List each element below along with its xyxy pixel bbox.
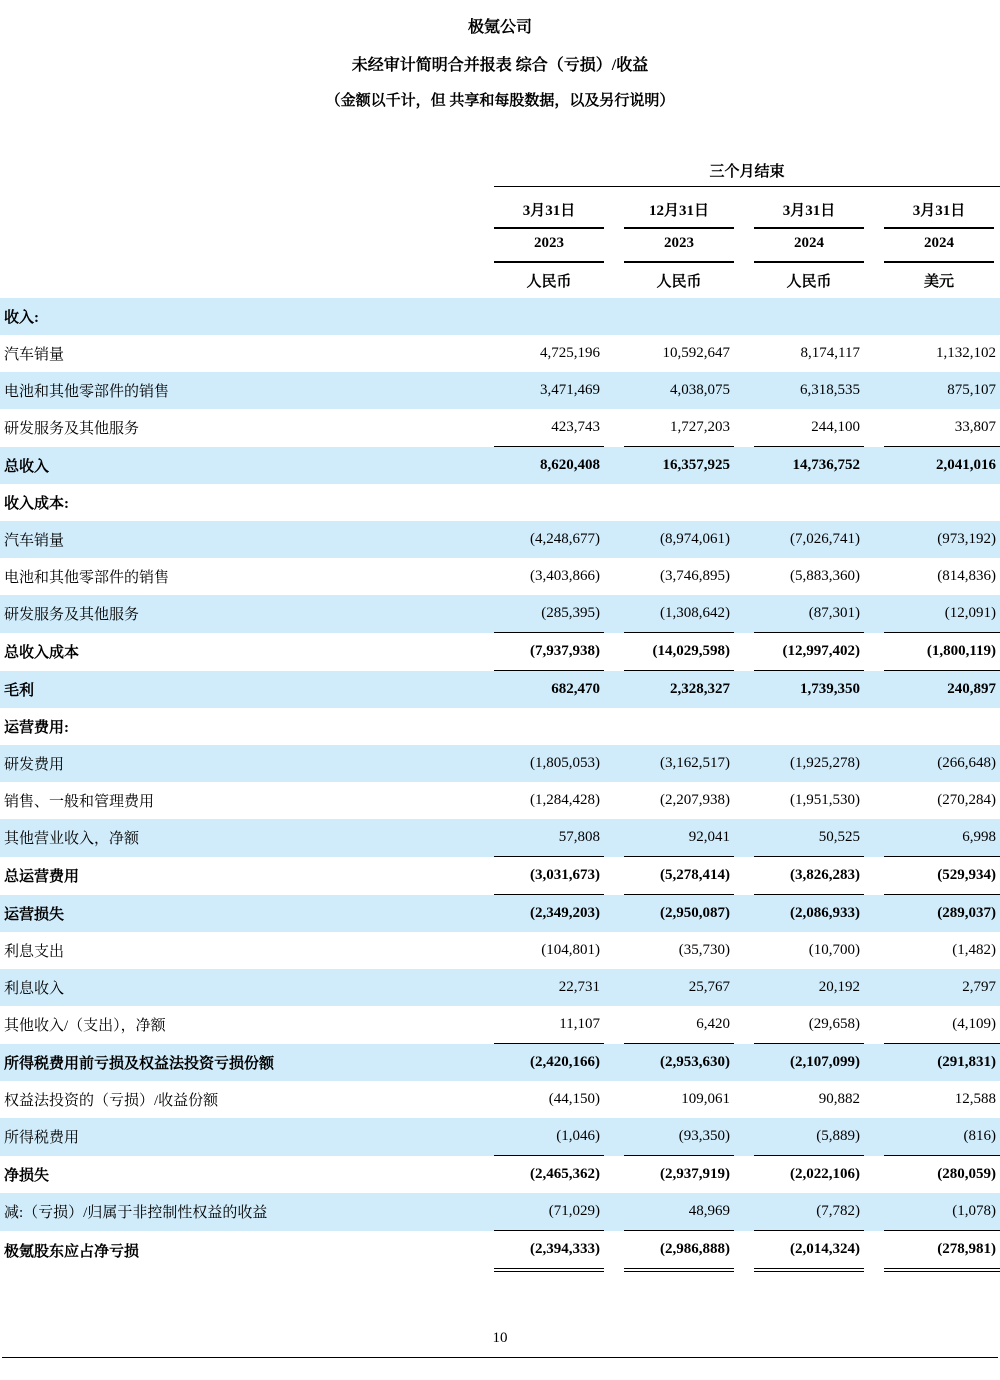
col4-currency: 美元 <box>923 274 954 290</box>
row-value-col2: (2,953,630) <box>624 1044 734 1082</box>
column-gap <box>864 969 884 1006</box>
column-gap <box>734 335 754 372</box>
row-label: 总收入成本 <box>4 645 80 661</box>
row-label: 减:（亏损）/归属于非控制性权益的收益 <box>0 1193 494 1231</box>
column-gap <box>604 1193 624 1231</box>
row-value-col4: 240,897 <box>884 671 1000 709</box>
column-gap <box>864 335 884 372</box>
column-gap <box>734 1081 754 1118</box>
row-label: 汽车销量 <box>0 521 494 558</box>
row-value-col4: 875,107 <box>884 372 1000 409</box>
row-label: 研发费用 <box>0 745 494 782</box>
row-label: 收入成本: <box>4 496 69 512</box>
col4-year: 2024 <box>924 235 954 251</box>
company-name: 极氪公司 <box>467 19 532 36</box>
column-gap <box>734 1193 754 1231</box>
table-row <box>0 1231 1000 1271</box>
period-divider <box>494 186 1000 187</box>
period-label: 三个月结束 <box>709 164 785 180</box>
col2-currency: 人民币 <box>656 274 702 290</box>
table-row <box>0 447 1000 485</box>
table-row <box>0 335 1000 372</box>
column-gap <box>734 595 754 633</box>
row-value-col3: (5,883,360) <box>790 568 860 584</box>
row-value-col4: (529,934) <box>884 857 1000 895</box>
row-value-col4: 1,132,102 <box>936 345 996 361</box>
row-label: 运营损失 <box>0 895 494 933</box>
row-value-col1: (285,395) <box>494 595 604 633</box>
row-value-col2: 48,969 <box>624 1193 734 1231</box>
row-value-col1: (1,046) <box>494 1118 604 1156</box>
column-gap <box>734 969 754 1006</box>
column-gap <box>734 521 754 558</box>
row-value-col4: (1,800,119) <box>884 633 1000 671</box>
column-gap <box>734 932 754 969</box>
row-value-col2 <box>624 298 734 335</box>
table-row <box>0 1118 1000 1156</box>
column-gap <box>734 857 754 895</box>
row-label: 毛利 <box>0 671 494 709</box>
column-gap <box>864 1118 884 1156</box>
column-gap <box>604 1118 624 1156</box>
column-gap <box>864 447 884 485</box>
row-value-col1: 57,808 <box>494 819 604 857</box>
row-value-col2: (8,974,061) <box>624 521 734 558</box>
column-gap <box>864 633 884 671</box>
col3-currency: 人民币 <box>786 274 832 290</box>
row-label: 销售、一般和管理费用 <box>4 794 155 810</box>
column-gap <box>864 298 884 335</box>
table-row <box>0 969 1000 1006</box>
column-gap <box>864 895 884 933</box>
column-gap <box>604 1081 624 1118</box>
row-value-col4: 12,588 <box>954 1091 996 1107</box>
statement-title: 未经审计简明合并报表 综合（亏损）/收益 <box>351 57 649 74</box>
row-value-col1: (3,403,866) <box>530 568 600 584</box>
row-value-col3: (1,951,530) <box>790 792 860 808</box>
row-value-col1: (2,420,166) <box>494 1044 604 1082</box>
column-gap <box>864 484 884 521</box>
column-gap <box>604 932 624 969</box>
column-gap <box>734 409 754 447</box>
row-value-col1: (3,031,673) <box>494 857 604 895</box>
col2-year-rule <box>624 261 734 263</box>
row-value-col3: 90,882 <box>818 1091 860 1107</box>
row-value-col3: 20,192 <box>754 969 864 1006</box>
column-gap <box>604 447 624 485</box>
row-label: 净损失 <box>4 1167 50 1184</box>
table-row <box>0 745 1000 782</box>
income-statement-table <box>0 298 1000 1272</box>
table-row <box>0 484 1000 521</box>
column-gap <box>604 782 624 819</box>
column-gap <box>864 1193 884 1231</box>
row-label: 总收入 <box>0 447 494 485</box>
row-value-col1: (44,150) <box>548 1091 600 1107</box>
row-value-col2: (2,937,919) <box>624 1156 734 1194</box>
row-value-col4: (816) <box>884 1118 1000 1156</box>
row-value-col4: (266,648) <box>884 745 1000 782</box>
column-gap <box>734 671 754 709</box>
row-value-col4 <box>884 298 1000 335</box>
column-gap <box>734 819 754 857</box>
row-value-col4 <box>884 484 1000 521</box>
row-value-col1: (2,349,203) <box>494 895 604 933</box>
table-row <box>0 558 1000 595</box>
row-value-col1: (71,029) <box>494 1193 604 1231</box>
page-number: 10 <box>492 1330 508 1346</box>
column-gap <box>864 372 884 409</box>
col3-year-rule <box>754 261 864 263</box>
row-label: 电池和其他零部件的销售 <box>4 570 170 586</box>
column-gap <box>864 409 884 447</box>
row-value-col4: 2,041,016 <box>884 447 1000 485</box>
row-value-col1 <box>494 484 604 521</box>
row-value-col2: 16,357,925 <box>624 447 734 485</box>
column-gap <box>864 857 884 895</box>
column-gap <box>864 782 884 819</box>
table-row <box>0 1156 1000 1194</box>
table-row <box>0 895 1000 933</box>
table-row <box>0 782 1000 819</box>
column-gap <box>734 298 754 335</box>
table-row <box>0 932 1000 969</box>
row-value-col3: 14,736,752 <box>754 447 864 485</box>
row-value-col2: (35,730) <box>678 942 730 958</box>
row-value-col3: (5,889) <box>754 1118 864 1156</box>
column-gap <box>864 819 884 857</box>
row-value-col2: 2,328,327 <box>624 671 734 709</box>
row-value-col3: (2,022,106) <box>754 1156 864 1194</box>
column-gap <box>864 708 884 745</box>
column-gap <box>604 708 624 745</box>
column-gap <box>734 895 754 933</box>
table-row <box>0 1193 1000 1231</box>
row-label: 利息支出 <box>4 944 65 960</box>
row-label: 其他收入/（支出），净额 <box>4 1018 166 1035</box>
row-value-col2: (2,950,087) <box>624 895 734 933</box>
row-value-col3: (29,658) <box>808 1016 860 1032</box>
row-value-col3: (2,086,933) <box>754 895 864 933</box>
row-value-col3: 50,525 <box>754 819 864 857</box>
row-value-col3: (12,997,402) <box>754 633 864 671</box>
row-value-col1: 11,107 <box>559 1016 600 1032</box>
row-value-col4: (278,981) <box>884 1231 1000 1271</box>
column-gap <box>604 409 624 447</box>
column-gap <box>734 372 754 409</box>
table-row <box>0 595 1000 633</box>
row-label: 所得税费用 <box>0 1118 494 1156</box>
col2-date: 12月31日 <box>648 203 709 219</box>
row-value-col2: (3,746,895) <box>660 568 730 584</box>
column-gap <box>604 521 624 558</box>
column-gap <box>604 633 624 671</box>
row-label: 收入: <box>0 298 494 335</box>
col4-date-rule <box>884 227 994 229</box>
row-value-col1: (1,284,428) <box>530 792 600 808</box>
row-value-col2: 10,592,647 <box>662 345 730 361</box>
column-gap <box>604 558 624 595</box>
table-row <box>0 857 1000 895</box>
row-label: 所得税费用前亏损及权益法投资亏损份额 <box>0 1044 494 1082</box>
col3-date-rule <box>754 227 864 229</box>
column-gap <box>604 819 624 857</box>
table-row <box>0 298 1000 335</box>
column-gap <box>734 1044 754 1082</box>
column-gap <box>734 1156 754 1194</box>
row-value-col1: 682,470 <box>494 671 604 709</box>
row-value-col4: (280,059) <box>884 1156 1000 1194</box>
row-value-col2: (1,308,642) <box>624 595 734 633</box>
row-value-col1: (4,248,677) <box>494 521 604 558</box>
column-gap <box>864 1044 884 1082</box>
column-gap <box>734 558 754 595</box>
column-gap <box>604 745 624 782</box>
row-value-col2: 4,038,075 <box>624 372 734 409</box>
row-value-col4: (289,037) <box>884 895 1000 933</box>
column-gap <box>604 1044 624 1082</box>
row-value-col3: (7,782) <box>754 1193 864 1231</box>
col2-year: 2023 <box>664 235 694 251</box>
column-gap <box>734 1118 754 1156</box>
column-gap <box>604 671 624 709</box>
column-gap <box>604 1231 624 1271</box>
row-label: 研发服务及其他服务 <box>4 421 140 438</box>
column-gap <box>734 633 754 671</box>
row-value-col3 <box>754 708 864 745</box>
row-value-col2: (2,986,888) <box>624 1231 734 1271</box>
row-value-col1: 423,743 <box>551 419 600 435</box>
row-label: 利息收入 <box>0 969 494 1006</box>
row-value-col2: (3,162,517) <box>624 745 734 782</box>
column-gap <box>734 708 754 745</box>
row-value-col2: (2,207,938) <box>660 792 730 808</box>
row-value-col3: (2,107,099) <box>754 1044 864 1082</box>
column-gap <box>604 595 624 633</box>
row-value-col2: 6,420 <box>696 1016 730 1032</box>
row-value-col3: (1,925,278) <box>754 745 864 782</box>
row-value-col1: (7,937,938) <box>494 633 604 671</box>
row-value-col2: (93,350) <box>624 1118 734 1156</box>
row-value-col4: (12,091) <box>884 595 1000 633</box>
statement-note: （金额以千计，但 共享和每股数据，以及另行说明） <box>325 93 675 109</box>
row-value-col3: (3,826,283) <box>754 857 864 895</box>
row-label: 研发服务及其他服务 <box>0 595 494 633</box>
col1-date-rule <box>494 227 604 229</box>
row-value-col1: (104,801) <box>541 942 600 958</box>
row-value-col1 <box>494 708 604 745</box>
row-value-col3: 6,318,535 <box>754 372 864 409</box>
column-gap <box>604 895 624 933</box>
row-value-col1 <box>494 298 604 335</box>
column-gap <box>604 484 624 521</box>
column-gap <box>864 671 884 709</box>
column-gap <box>604 969 624 1006</box>
row-value-col3: (87,301) <box>754 595 864 633</box>
row-value-col4: (973,192) <box>884 521 1000 558</box>
col1-date: 3月31日 <box>522 203 576 219</box>
row-value-col1: (2,394,333) <box>494 1231 604 1271</box>
row-value-col3: 244,100 <box>811 419 860 435</box>
col4-date: 3月31日 <box>912 203 966 219</box>
row-value-col2 <box>624 708 734 745</box>
row-value-col2: 109,061 <box>681 1091 730 1107</box>
row-value-col3: (7,026,741) <box>754 521 864 558</box>
row-value-col1: 3,471,469 <box>494 372 604 409</box>
table-row <box>0 521 1000 558</box>
column-gap <box>734 745 754 782</box>
column-gap <box>604 372 624 409</box>
row-value-col4: 6,998 <box>884 819 1000 857</box>
column-gap <box>734 447 754 485</box>
row-value-col4: (814,836) <box>937 568 996 584</box>
row-value-col4 <box>884 708 1000 745</box>
table-row <box>0 819 1000 857</box>
row-value-col4: (4,109) <box>952 1016 996 1032</box>
row-value-col2: 25,767 <box>624 969 734 1006</box>
column-gap <box>864 1006 884 1044</box>
column-gap <box>864 745 884 782</box>
row-label: 权益法投资的（亏损）/收益份额 <box>4 1093 219 1109</box>
row-value-col1: (2,465,362) <box>494 1156 604 1194</box>
col3-date: 3月31日 <box>782 203 836 219</box>
col2-date-rule <box>624 227 734 229</box>
row-value-col3: 8,174,117 <box>800 345 860 361</box>
table-row <box>0 633 1000 671</box>
row-value-col4: 33,807 <box>954 419 996 435</box>
row-label: 电池和其他零部件的销售 <box>0 372 494 409</box>
row-value-col2: 1,727,203 <box>670 419 730 435</box>
column-gap <box>864 1081 884 1118</box>
row-label: 极氪股东应占净亏损 <box>4 1243 140 1260</box>
column-gap <box>734 484 754 521</box>
row-value-col1: 22,731 <box>494 969 604 1006</box>
column-gap <box>864 1156 884 1194</box>
row-value-col2 <box>624 484 734 521</box>
column-gap <box>864 595 884 633</box>
row-value-col4: (270,284) <box>937 792 996 808</box>
col4-year-rule <box>884 261 994 263</box>
row-value-col2: (14,029,598) <box>624 633 734 671</box>
row-value-col3: (2,014,324) <box>754 1231 864 1271</box>
row-label: 运营费用: <box>4 720 69 736</box>
row-value-col4: (1,482) <box>952 942 996 958</box>
column-gap <box>864 558 884 595</box>
table-row <box>0 1006 1000 1044</box>
row-value-col4: (1,078) <box>884 1193 1000 1231</box>
row-value-col2: (5,278,414) <box>624 857 734 895</box>
column-gap <box>604 857 624 895</box>
row-label: 其他营业收入，净额 <box>0 819 494 857</box>
row-value-col1: 4,725,196 <box>540 345 600 361</box>
row-value-col3: (10,700) <box>808 942 860 958</box>
row-value-col4: 2,797 <box>884 969 1000 1006</box>
column-gap <box>604 1156 624 1194</box>
column-gap <box>864 932 884 969</box>
col1-year-rule <box>494 261 604 263</box>
column-gap <box>604 1006 624 1044</box>
table-row <box>0 1081 1000 1118</box>
row-value-col1: 8,620,408 <box>494 447 604 485</box>
row-label: 总运营费用 <box>4 869 80 885</box>
row-value-col4: (291,831) <box>884 1044 1000 1082</box>
column-gap <box>864 521 884 558</box>
col1-year: 2023 <box>534 235 564 251</box>
row-value-col1: (1,805,053) <box>494 745 604 782</box>
col1-currency: 人民币 <box>526 274 572 290</box>
row-value-col3: 1,739,350 <box>754 671 864 709</box>
table-row <box>0 409 1000 447</box>
footer-rule <box>2 1357 998 1358</box>
table-row <box>0 372 1000 409</box>
row-label: 汽车销量 <box>4 347 65 363</box>
column-gap <box>734 1231 754 1271</box>
row-value-col3 <box>754 484 864 521</box>
column-gap <box>864 1231 884 1271</box>
column-gap <box>604 335 624 372</box>
column-gap <box>604 298 624 335</box>
row-value-col2: 92,041 <box>624 819 734 857</box>
table-row <box>0 1044 1000 1082</box>
table-row <box>0 708 1000 745</box>
table-row <box>0 671 1000 709</box>
row-value-col3 <box>754 298 864 335</box>
column-gap <box>734 1006 754 1044</box>
column-gap <box>734 782 754 819</box>
col3-year: 2024 <box>794 235 824 251</box>
